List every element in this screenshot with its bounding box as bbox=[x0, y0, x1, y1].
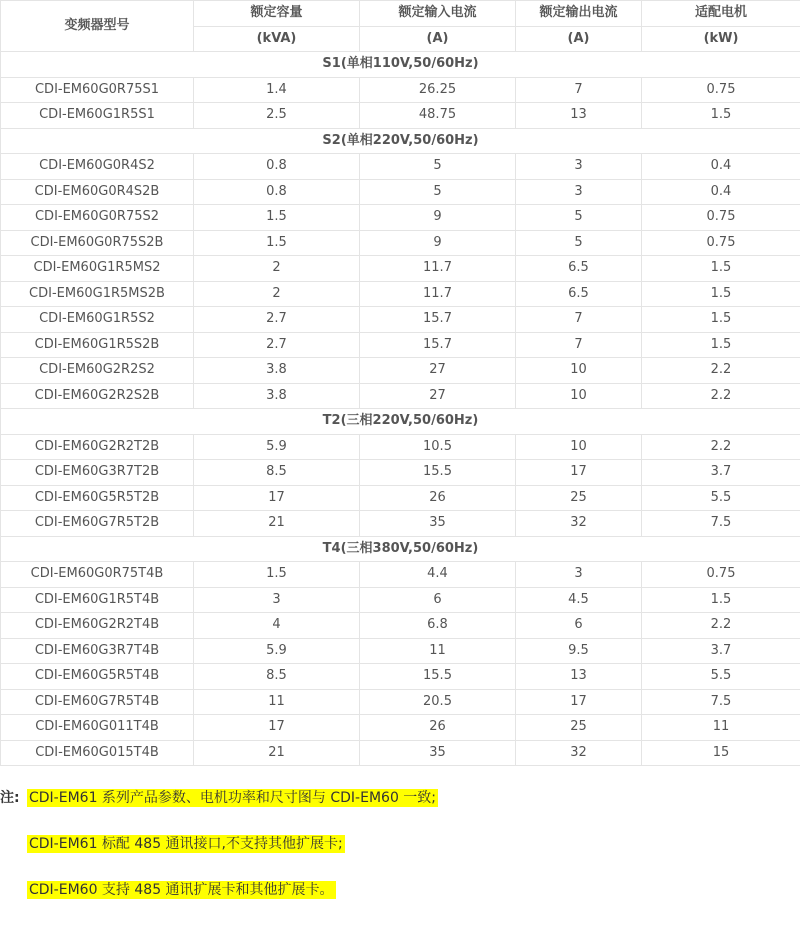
output-current-cell: 7 bbox=[516, 332, 642, 358]
table-row bbox=[1, 307, 800, 333]
output-current-cell: 25 bbox=[516, 715, 642, 741]
group-title: S1(单相110V,50/60Hz) bbox=[1, 52, 800, 78]
input-current-cell: 26 bbox=[360, 485, 516, 511]
capacity-cell: 4 bbox=[194, 613, 360, 639]
output-current-cell: 5 bbox=[516, 205, 642, 231]
motor-cell: 2.2 bbox=[642, 383, 800, 409]
motor-cell: 7.5 bbox=[642, 511, 800, 537]
capacity-cell: 11 bbox=[194, 689, 360, 715]
input-current-cell: 26 bbox=[360, 715, 516, 741]
group-row bbox=[1, 52, 800, 78]
motor-cell: 0.4 bbox=[642, 179, 800, 205]
model-cell: CDI-EM60G0R4S2B bbox=[1, 179, 194, 205]
motor-cell: 1.5 bbox=[642, 587, 800, 613]
motor-cell: 5.5 bbox=[642, 485, 800, 511]
model-cell: CDI-EM60G1R5T4B bbox=[1, 587, 194, 613]
note-text-3: CDI-EM60 支持 485 通讯扩展卡和其他扩展卡。 bbox=[29, 882, 334, 898]
table-row bbox=[1, 613, 800, 639]
motor-cell: 2.2 bbox=[642, 434, 800, 460]
capacity-cell: 2 bbox=[194, 256, 360, 282]
table-row bbox=[1, 358, 800, 384]
output-current-cell: 32 bbox=[516, 511, 642, 537]
output-current-cell: 7 bbox=[516, 77, 642, 103]
table-row bbox=[1, 383, 800, 409]
table-row bbox=[1, 77, 800, 103]
header-input-current: 额定输入电流 bbox=[360, 1, 516, 27]
input-current-cell: 35 bbox=[360, 511, 516, 537]
model-cell: CDI-EM60G0R4S2 bbox=[1, 154, 194, 180]
output-current-cell: 6 bbox=[516, 613, 642, 639]
note-line-2 bbox=[27, 832, 345, 856]
capacity-cell: 3.8 bbox=[194, 383, 360, 409]
note-text-1: CDI-EM61 系列产品参数、电机功率和尺寸图与 CDI-EM60 一致; bbox=[29, 790, 437, 806]
model-cell: CDI-EM60G2R2S2 bbox=[1, 358, 194, 384]
model-cell: CDI-EM60G7R5T2B bbox=[1, 511, 194, 537]
unit-motor: (kW) bbox=[642, 26, 800, 52]
output-current-cell: 3 bbox=[516, 179, 642, 205]
model-cell: CDI-EM60G1R5S2B bbox=[1, 332, 194, 358]
output-current-cell: 17 bbox=[516, 689, 642, 715]
group-row bbox=[1, 128, 800, 154]
model-cell: CDI-EM60G1R5MS2 bbox=[1, 256, 194, 282]
model-cell: CDI-EM60G3R7T2B bbox=[1, 460, 194, 486]
input-current-cell: 9 bbox=[360, 205, 516, 231]
capacity-cell: 8.5 bbox=[194, 664, 360, 690]
table-row bbox=[1, 434, 800, 460]
group-row bbox=[1, 536, 800, 562]
input-current-cell: 35 bbox=[360, 740, 516, 766]
table-row bbox=[1, 485, 800, 511]
output-current-cell: 9.5 bbox=[516, 638, 642, 664]
model-cell: CDI-EM60G5R5T2B bbox=[1, 485, 194, 511]
header-capacity: 额定容量 bbox=[194, 1, 360, 27]
motor-cell: 1.5 bbox=[642, 332, 800, 358]
header-model: 变频器型号 bbox=[1, 1, 194, 52]
output-current-cell: 17 bbox=[516, 460, 642, 486]
motor-cell: 0.75 bbox=[642, 205, 800, 231]
output-current-cell: 10 bbox=[516, 434, 642, 460]
table-row bbox=[1, 689, 800, 715]
input-current-cell: 5 bbox=[360, 179, 516, 205]
table-row bbox=[1, 511, 800, 537]
capacity-cell: 21 bbox=[194, 511, 360, 537]
table-row bbox=[1, 715, 800, 741]
table-row bbox=[1, 179, 800, 205]
header-output-current: 额定输出电流 bbox=[516, 1, 642, 27]
output-current-cell: 13 bbox=[516, 664, 642, 690]
note-prefix: 注: bbox=[0, 790, 20, 806]
note-line-3 bbox=[27, 878, 336, 902]
capacity-cell: 3 bbox=[194, 587, 360, 613]
model-cell: CDI-EM60G1R5S1 bbox=[1, 103, 194, 129]
output-current-cell: 32 bbox=[516, 740, 642, 766]
capacity-cell: 2 bbox=[194, 281, 360, 307]
group-title: T2(三相220V,50/60Hz) bbox=[1, 409, 800, 435]
motor-cell: 1.5 bbox=[642, 256, 800, 282]
model-cell: CDI-EM60G011T4B bbox=[1, 715, 194, 741]
capacity-cell: 1.5 bbox=[194, 205, 360, 231]
output-current-cell: 5 bbox=[516, 230, 642, 256]
table-row bbox=[1, 281, 800, 307]
input-current-cell: 11.7 bbox=[360, 281, 516, 307]
capacity-cell: 2.7 bbox=[194, 332, 360, 358]
table-row bbox=[1, 256, 800, 282]
table-row bbox=[1, 103, 800, 129]
model-cell: CDI-EM60G1R5MS2B bbox=[1, 281, 194, 307]
table-body bbox=[1, 52, 800, 766]
table-header bbox=[1, 1, 800, 52]
table-row bbox=[1, 664, 800, 690]
capacity-cell: 3.8 bbox=[194, 358, 360, 384]
unit-input-current: (A) bbox=[360, 26, 516, 52]
capacity-cell: 8.5 bbox=[194, 460, 360, 486]
motor-cell: 0.75 bbox=[642, 562, 800, 588]
table-row bbox=[1, 562, 800, 588]
input-current-cell: 27 bbox=[360, 383, 516, 409]
model-cell: CDI-EM60G015T4B bbox=[1, 740, 194, 766]
input-current-cell: 11 bbox=[360, 638, 516, 664]
capacity-cell: 5.9 bbox=[194, 434, 360, 460]
motor-cell: 0.4 bbox=[642, 154, 800, 180]
input-current-cell: 20.5 bbox=[360, 689, 516, 715]
group-row bbox=[1, 409, 800, 435]
input-current-cell: 6 bbox=[360, 587, 516, 613]
table-row bbox=[1, 205, 800, 231]
motor-cell: 0.75 bbox=[642, 230, 800, 256]
output-current-cell: 25 bbox=[516, 485, 642, 511]
input-current-cell: 4.4 bbox=[360, 562, 516, 588]
input-current-cell: 26.25 bbox=[360, 77, 516, 103]
model-cell: CDI-EM60G1R5S2 bbox=[1, 307, 194, 333]
model-cell: CDI-EM60G0R75S1 bbox=[1, 77, 194, 103]
input-current-cell: 6.8 bbox=[360, 613, 516, 639]
motor-cell: 2.2 bbox=[642, 613, 800, 639]
motor-cell: 1.5 bbox=[642, 307, 800, 333]
motor-cell: 0.75 bbox=[642, 77, 800, 103]
model-cell: CDI-EM60G2R2S2B bbox=[1, 383, 194, 409]
capacity-cell: 1.5 bbox=[194, 562, 360, 588]
table-row bbox=[1, 460, 800, 486]
motor-cell: 1.5 bbox=[642, 103, 800, 129]
capacity-cell: 17 bbox=[194, 485, 360, 511]
input-current-cell: 15.5 bbox=[360, 664, 516, 690]
table-row bbox=[1, 332, 800, 358]
table-row bbox=[1, 587, 800, 613]
unit-output-current: (A) bbox=[516, 26, 642, 52]
output-current-cell: 4.5 bbox=[516, 587, 642, 613]
table-row bbox=[1, 230, 800, 256]
model-cell: CDI-EM60G5R5T4B bbox=[1, 664, 194, 690]
header-row bbox=[1, 1, 800, 27]
input-current-cell: 48.75 bbox=[360, 103, 516, 129]
model-cell: CDI-EM60G7R5T4B bbox=[1, 689, 194, 715]
model-cell: CDI-EM60G0R75S2B bbox=[1, 230, 194, 256]
table-row bbox=[1, 154, 800, 180]
input-current-cell: 27 bbox=[360, 358, 516, 384]
capacity-cell: 1.5 bbox=[194, 230, 360, 256]
motor-cell: 11 bbox=[642, 715, 800, 741]
unit-capacity: (kVA) bbox=[194, 26, 360, 52]
note-line-1 bbox=[0, 786, 438, 810]
model-cell: CDI-EM60G0R75T4B bbox=[1, 562, 194, 588]
input-current-cell: 11.7 bbox=[360, 256, 516, 282]
output-current-cell: 3 bbox=[516, 562, 642, 588]
capacity-cell: 21 bbox=[194, 740, 360, 766]
output-current-cell: 3 bbox=[516, 154, 642, 180]
capacity-cell: 1.4 bbox=[194, 77, 360, 103]
output-current-cell: 10 bbox=[516, 383, 642, 409]
input-current-cell: 10.5 bbox=[360, 434, 516, 460]
model-cell: CDI-EM60G2R2T2B bbox=[1, 434, 194, 460]
motor-cell: 5.5 bbox=[642, 664, 800, 690]
motor-cell: 15 bbox=[642, 740, 800, 766]
group-title: T4(三相380V,50/60Hz) bbox=[1, 536, 800, 562]
table-row bbox=[1, 638, 800, 664]
input-current-cell: 15.7 bbox=[360, 332, 516, 358]
output-current-cell: 7 bbox=[516, 307, 642, 333]
model-cell: CDI-EM60G0R75S2 bbox=[1, 205, 194, 231]
motor-cell: 3.7 bbox=[642, 460, 800, 486]
output-current-cell: 6.5 bbox=[516, 281, 642, 307]
group-title: S2(单相220V,50/60Hz) bbox=[1, 128, 800, 154]
input-current-cell: 5 bbox=[360, 154, 516, 180]
input-current-cell: 15.5 bbox=[360, 460, 516, 486]
model-cell: CDI-EM60G3R7T4B bbox=[1, 638, 194, 664]
output-current-cell: 13 bbox=[516, 103, 642, 129]
input-current-cell: 9 bbox=[360, 230, 516, 256]
capacity-cell: 2.5 bbox=[194, 103, 360, 129]
header-motor: 适配电机 bbox=[642, 1, 800, 27]
input-current-cell: 15.7 bbox=[360, 307, 516, 333]
capacity-cell: 17 bbox=[194, 715, 360, 741]
table-row bbox=[1, 740, 800, 766]
motor-cell: 3.7 bbox=[642, 638, 800, 664]
model-cell: CDI-EM60G2R2T4B bbox=[1, 613, 194, 639]
note-text-2: CDI-EM61 标配 485 通讯接口,不支持其他扩展卡; bbox=[29, 836, 343, 852]
output-current-cell: 6.5 bbox=[516, 256, 642, 282]
capacity-cell: 0.8 bbox=[194, 154, 360, 180]
motor-cell: 7.5 bbox=[642, 689, 800, 715]
capacity-cell: 0.8 bbox=[194, 179, 360, 205]
capacity-cell: 5.9 bbox=[194, 638, 360, 664]
motor-cell: 2.2 bbox=[642, 358, 800, 384]
capacity-cell: 2.7 bbox=[194, 307, 360, 333]
motor-cell: 1.5 bbox=[642, 281, 800, 307]
output-current-cell: 10 bbox=[516, 358, 642, 384]
